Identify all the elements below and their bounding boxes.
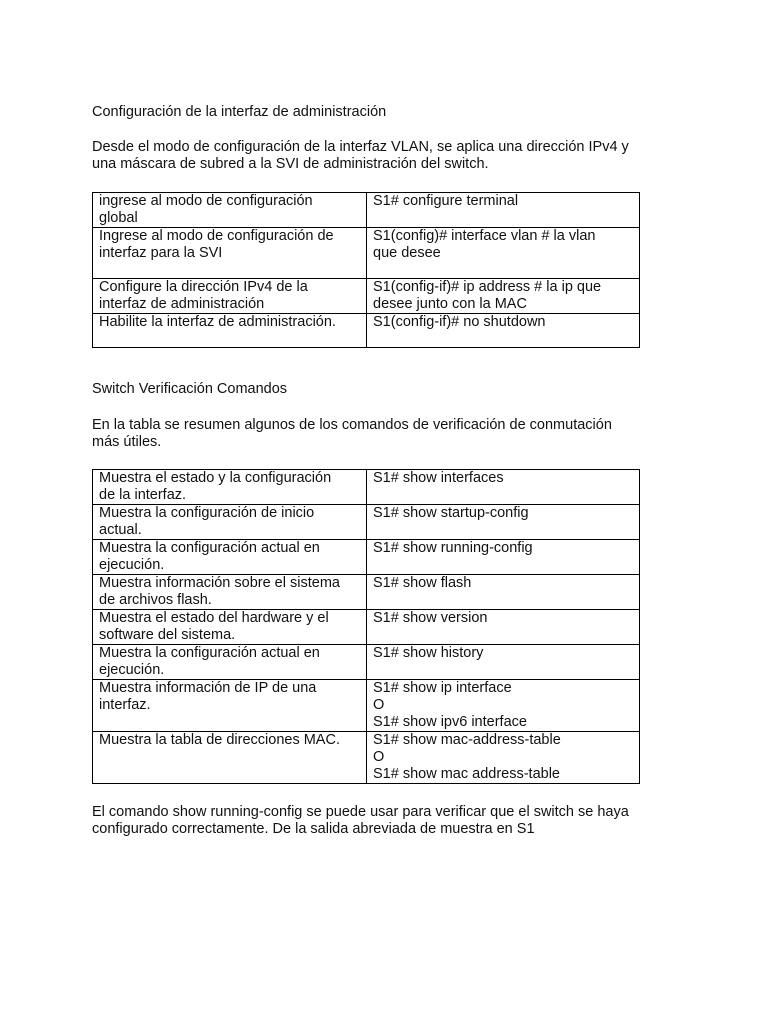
table-row — [93, 540, 640, 575]
section1-intro-paragraph — [92, 139, 629, 173]
section-heading-management-interface — [92, 104, 386, 121]
cell-text: que desee — [373, 245, 441, 261]
cell-text: S1# show flash — [373, 575, 472, 591]
cell-text: ingrese al modo de configuración — [99, 193, 313, 209]
verification-commands-table — [92, 469, 640, 784]
cell-text: S1# show version — [373, 610, 488, 626]
command-cell — [367, 732, 640, 784]
cell-text: software del sistema. — [99, 627, 236, 643]
cell-text: de archivos flash. — [99, 592, 212, 608]
cell-text: interfaz. — [99, 697, 151, 713]
cell-text: S1# show ip interface — [373, 680, 512, 696]
command-cell — [367, 610, 640, 645]
cell-text: Muestra la configuración actual en — [99, 540, 320, 556]
cell-text: actual. — [99, 522, 142, 538]
cell-text: S1# show history — [373, 645, 484, 661]
command-cell — [367, 645, 640, 680]
description-cell — [93, 279, 367, 314]
description-cell — [93, 645, 367, 680]
table-row — [93, 470, 640, 505]
section2-intro-paragraph — [92, 417, 612, 451]
cell-text: S1# show ipv6 interface — [373, 714, 527, 730]
command-cell — [367, 680, 640, 732]
cell-text: desee junto con la MAC — [373, 296, 527, 312]
table-row — [93, 314, 640, 348]
description-cell — [93, 505, 367, 540]
cell-text: de la interfaz. — [99, 487, 187, 503]
cell-text: ejecución. — [99, 557, 165, 573]
cell-text: S1# configure terminal — [373, 193, 519, 209]
cell-text: S1# show mac address-table — [373, 766, 560, 782]
cell-text: S1# show running-config — [373, 540, 533, 556]
table-row — [93, 279, 640, 314]
command-cell — [367, 193, 640, 228]
description-cell — [93, 193, 367, 228]
command-cell — [367, 575, 640, 610]
cell-text: ejecución. — [99, 662, 165, 678]
configuration-commands-table — [92, 192, 640, 348]
description-cell — [93, 470, 367, 505]
cell-text: Muestra información sobre el sistema — [99, 575, 340, 591]
cell-text: interfaz para la SVI — [99, 245, 223, 261]
paragraph-line: configurado correctamente. De la salida abreviada de muestra en S1 — [92, 821, 535, 837]
description-cell — [93, 228, 367, 279]
cell-text: Muestra información de IP de una — [99, 680, 317, 696]
cell-text: Muestra la configuración actual en — [99, 645, 320, 661]
cell-text: O — [373, 749, 385, 765]
description-cell — [93, 732, 367, 784]
cell-text: S1# show interfaces — [373, 470, 504, 486]
description-cell — [93, 575, 367, 610]
cell-text: interfaz de administración — [99, 296, 265, 312]
command-cell — [367, 279, 640, 314]
cell-text: global — [99, 210, 138, 226]
section-heading-verification-commands — [92, 381, 287, 398]
table-row — [93, 645, 640, 680]
cell-text: S1(config-if)# no shutdown — [373, 314, 546, 330]
table-row — [93, 228, 640, 279]
table-row — [93, 505, 640, 540]
command-cell — [367, 540, 640, 575]
paragraph-line: más útiles. — [92, 434, 162, 450]
paragraph-line: Desde el modo de configuración de la interfaz VLAN, se aplica una dirección IPv4 y — [92, 139, 629, 155]
table-row — [93, 575, 640, 610]
cell-text: Muestra el estado del hardware y el — [99, 610, 329, 626]
description-cell — [93, 610, 367, 645]
table-row — [93, 680, 640, 732]
description-cell — [93, 314, 367, 348]
heading-text: Configuración de la interfaz de administración — [92, 104, 387, 120]
cell-text: Muestra la tabla de direcciones MAC. — [99, 732, 340, 748]
cell-text: Ingrese al modo de configuración de — [99, 228, 334, 244]
description-cell — [93, 680, 367, 732]
command-cell — [367, 505, 640, 540]
cell-text: S1# show startup-config — [373, 505, 529, 521]
table-row — [93, 732, 640, 784]
cell-text: S1(config)# interface vlan # la vlan — [373, 228, 596, 244]
command-cell — [367, 228, 640, 279]
cell-text: S1(config-if)# ip address # la ip que — [373, 279, 602, 295]
paragraph-line: una máscara de subred a la SVI de administración del switch. — [92, 156, 489, 172]
cell-text: O — [373, 697, 385, 713]
command-cell — [367, 470, 640, 505]
cell-text: Habilite la interfaz de administración. — [99, 314, 336, 330]
heading-text: Switch Verificación Comandos — [92, 381, 288, 397]
cell-text: Configure la dirección IPv4 de la — [99, 279, 308, 295]
command-cell — [367, 314, 640, 348]
table-row — [93, 610, 640, 645]
cell-text: Muestra la configuración de inicio — [99, 505, 315, 521]
paragraph-line: En la tabla se resumen algunos de los comandos de verificación de conmutación — [92, 417, 612, 433]
paragraph-line: El comando show running-config se puede usar para verificar que el switch se haya — [92, 804, 629, 820]
closing-paragraph — [92, 804, 629, 838]
cell-text: S1# show mac-address-table — [373, 732, 561, 748]
description-cell — [93, 540, 367, 575]
table-row — [93, 193, 640, 228]
cell-text: Muestra el estado y la configuración — [99, 470, 332, 486]
